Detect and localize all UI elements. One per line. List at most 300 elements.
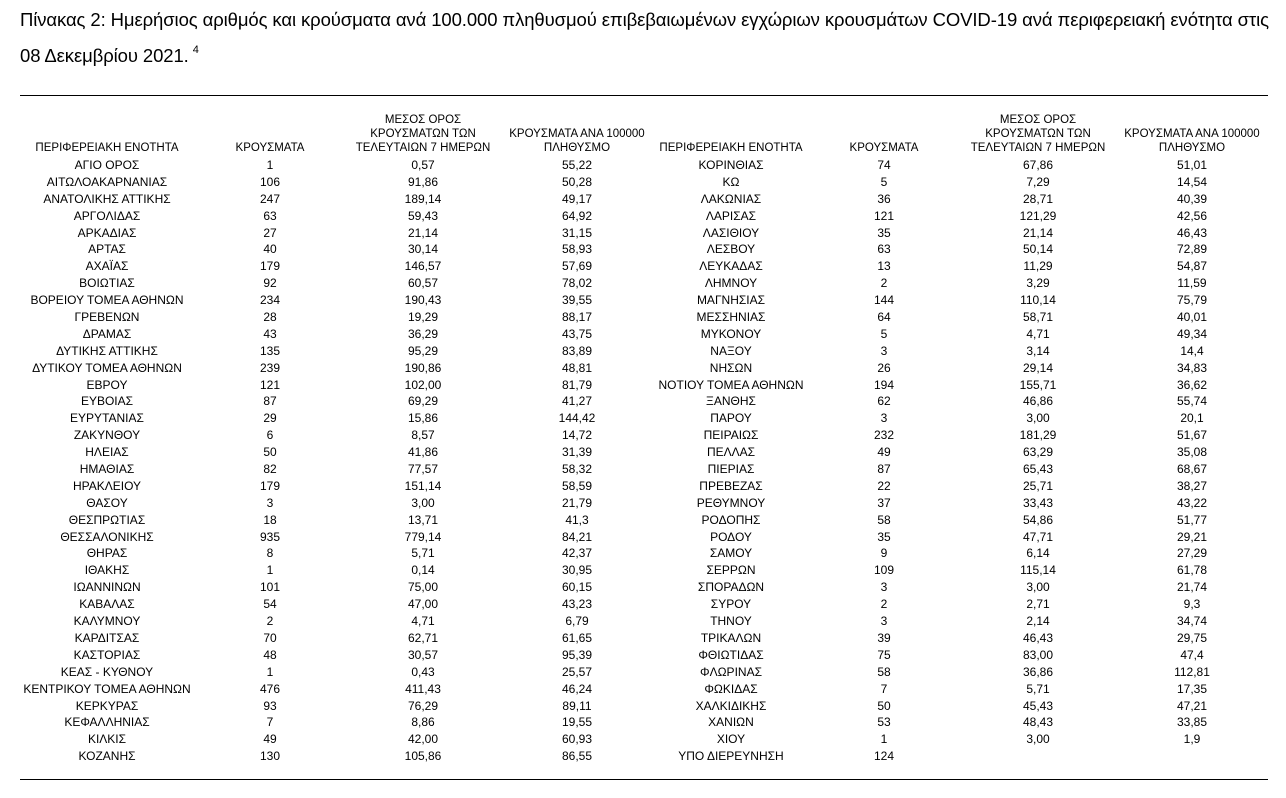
header-line: ΚΡΟΥΣΜΑΤΑ ΑΝΑ 100000 [1124,128,1260,140]
left-unit-name-cell: ΑΡΤΑΣ [88,242,126,257]
left-cases-cell: 93 [263,698,277,713]
right-avg-7day-cell: 3,00 [1026,732,1050,747]
left-avg-7day-cell: 95,29 [407,343,439,358]
left-per-100k-cell: 31,39 [561,445,593,460]
right-avg-7day-cell: 2,71 [1026,597,1050,612]
left-avg-7day-cell: 0,57 [411,158,435,172]
left-cases-cell: 1 [266,158,274,172]
right-cases-cell: 35 [877,529,891,544]
header-line: ΠΛΗΘΥΣΜΟ [543,142,611,154]
left-unit-name-cell: ΓΡΕΒΕΝΩΝ [74,310,140,325]
left-unit-name-cell: ΚΑΣΤΟΡΙΑΣ [73,647,141,662]
right-per-100k-cell: 34,74 [1176,614,1208,629]
left-unit-name-cell: ΚΑΒΑΛΑΣ [79,597,135,612]
left-per-100k-cell: 84,21 [561,529,593,544]
right-cases-cell: 37 [877,495,891,510]
right-per-100k-cell: 14,4 [1180,343,1204,358]
right-unit-name-cell: ΦΛΩΡΙΝΑΣ [700,664,762,679]
right-per-100k-cell: 51,77 [1176,512,1208,527]
left-unit-name-cell: ΕΥΒΟΙΑΣ [80,394,134,409]
right-cases-cell: 39 [877,630,891,645]
left-unit-name-cell: ΑΓΙΟ ΟΡΟΣ [74,158,140,172]
left-per-100k-cell: 58,59 [561,478,593,493]
left-unit-name-cell: ΒΟΙΩΤΙΑΣ [79,276,135,291]
left-unit-name-cell: ΑΡΚΑΔΙΑΣ [77,225,137,240]
left-cases-cell: 135 [259,343,281,358]
table-row [20,326,1268,343]
right-unit-name-cell: ΧΑΝΙΩΝ [708,715,754,730]
table-row [20,698,1268,715]
right-cases-cell: 63 [877,242,891,257]
right-per-100k-cell: 33,85 [1176,715,1208,730]
right-per-100k-cell: 42,56 [1176,208,1208,223]
right-cases-cell: 124 [873,749,895,764]
left-avg-7day-cell: 0,43 [411,664,435,679]
left-per-100k-cell: 43,23 [561,597,593,612]
right-unit-name-cell: ΜΕΣΣΗΝΙΑΣ [696,310,766,325]
left-cases-cell: 130 [259,749,281,764]
table-row [20,613,1268,630]
left-per-100k-cell: 31,15 [561,225,593,240]
left-cases-cell: 70 [263,630,277,645]
right-cases-cell: 9 [880,546,888,561]
left-cases-cell: 7 [266,715,274,730]
right-per-100k-cell: 51,01 [1176,158,1208,172]
right-unit-name-cell: ΛΕΥΚΑΔΑΣ [699,259,763,274]
header-line: ΠΛΗΘΥΣΜΟ [1158,142,1226,154]
right-unit-name-cell: ΛΑΚΩΝΙΑΣ [700,191,762,206]
right-cases-cell: 121 [873,208,895,223]
left-unit-name-cell: ΑΝΑΤΟΛΙΚΗΣ ΑΤΤΙΚΗΣ [43,191,171,206]
right-cases-cell: 109 [873,563,895,578]
right-per-100k-cell: 35,08 [1176,445,1208,460]
right-unit-name-cell: ΧΙΟΥ [716,732,746,747]
left-per-100k-cell: 57,69 [561,259,593,274]
left-unit-name-cell: ΗΛΕΙΑΣ [85,445,129,460]
left-per-100k-cell: 89,11 [562,698,592,713]
left-per-100k-cell: 14,72 [561,428,593,443]
table-row [20,360,1268,377]
right-per-100k-cell: 55,74 [1176,394,1208,409]
table-row [20,208,1268,225]
right-cases-cell: 144 [873,293,895,308]
right-per-100k-cell: 46,43 [1176,225,1208,240]
table-row [20,275,1268,292]
left-per-100k-cell: 144,42 [558,411,596,426]
right-avg-7day-cell: 2,14 [1026,614,1050,629]
left-per-100k-cell: 81,79 [561,377,593,392]
right-cases-cell: 53 [877,715,891,730]
right-cases-cell: 194 [873,377,895,392]
left-avg-7day-cell: 151,14 [404,478,442,493]
left-avg-7day-cell: 190,43 [404,293,442,308]
right-unit-name-cell: ΝΟΤΙΟΥ ΤΟΜΕΑ ΑΘΗΝΩΝ [658,377,804,392]
left-cases-cell: 179 [259,259,281,274]
right-cases-cell: 3 [880,614,888,629]
right-avg-7day-cell: 5,71 [1026,681,1050,696]
right-cases-cell: 75 [877,647,891,662]
left-cases-cell: 18 [263,512,277,527]
left-unit-name-cell: ΚΕΡΚΥΡΑΣ [75,698,139,713]
header-right-unit [636,107,826,155]
left-cases-cell: 179 [259,478,281,493]
left-avg-7day-cell: 41,86 [407,445,439,460]
right-unit-name-cell: ΠΕΛΛΑΣ [706,445,756,460]
right-per-100k-cell: 1,9 [1183,732,1201,747]
right-cases-cell: 62 [877,394,891,409]
left-unit-name-cell: ΖΑΚΥΝΘΟΥ [73,428,141,443]
left-per-100k-cell: 25,57 [561,664,593,679]
left-per-100k-cell: 55,22 [561,158,593,172]
header-line: ΜΕΣΟΣ ΟΡΟΣ [999,114,1077,126]
left-avg-7day-cell: 146,57 [404,259,442,274]
header-left-per100k [497,107,657,155]
left-avg-7day-cell: 189,14 [404,191,442,206]
right-cases-cell: 87 [877,462,891,477]
table-row [20,393,1268,410]
right-cases-cell: 2 [880,276,888,291]
left-per-100k-cell: 46,24 [561,681,593,696]
right-per-100k-cell: 47,21 [1176,698,1208,713]
left-avg-7day-cell: 77,57 [407,462,439,477]
table-body [20,157,1268,765]
right-unit-name-cell: ΦΩΚΙΔΑΣ [704,681,758,696]
left-cases-cell: 476 [259,681,281,696]
right-unit-name-cell: ΣΥΡΟΥ [710,597,752,612]
right-unit-name-cell: ΡΟΔΟΠΗΣ [701,512,761,527]
left-cases-cell: 2 [266,614,274,629]
right-unit-name-cell: ΛΕΣΒΟΥ [706,242,756,257]
right-unit-name-cell: ΤΗΝΟΥ [710,614,752,629]
left-avg-7day-cell: 779,14 [404,529,442,544]
right-cases-cell: 7 [880,681,888,696]
left-avg-7day-cell: 8,86 [411,715,435,730]
left-unit-name-cell: ΘΕΣΣΑΛΟΝΙΚΗΣ [60,529,154,544]
left-avg-7day-cell: 102,00 [404,377,442,392]
right-per-100k-cell: 75,79 [1176,293,1208,308]
left-avg-7day-cell: 76,29 [407,698,439,713]
left-unit-name-cell: ΑΡΓΟΛΙΔΑΣ [73,208,141,223]
right-avg-7day-cell: 110,14 [1020,293,1056,308]
header-line: ΚΡΟΥΣΜΑΤΑ ΑΝΑ 100000 [509,128,645,140]
right-avg-7day-cell: 121,29 [1019,208,1057,223]
left-cases-cell: 6 [266,428,274,443]
right-per-100k-cell: 51,67 [1176,428,1208,443]
right-unit-name-cell: ΡΕΘΥΜΝΟΥ [696,495,766,510]
left-cases-cell: 1 [266,664,274,679]
right-per-100k-cell: 17,35 [1176,681,1208,696]
left-cases-cell: 29 [263,411,277,426]
right-avg-7day-cell: 155,71 [1019,377,1057,392]
left-avg-7day-cell: 411,43 [405,681,441,696]
table-row [20,444,1268,461]
table-row [20,191,1268,208]
left-cases-cell: 935 [259,529,281,544]
left-avg-7day-cell: 13,71 [407,512,439,527]
left-unit-name-cell: ΒΟΡΕΙΟΥ ΤΟΜΕΑ ΑΘΗΝΩΝ [30,293,184,308]
right-cases-cell: 50 [877,698,891,713]
left-avg-7day-cell: 105,86 [404,749,442,764]
table-row [20,681,1268,698]
right-per-100k-cell: 36,62 [1176,377,1208,392]
left-per-100k-cell: 21,79 [561,495,593,510]
table-row [20,647,1268,664]
table-row [20,512,1268,529]
header-line: ΚΡΟΥΣΜΑΤΑ [849,142,919,154]
table-row [20,478,1268,495]
right-cases-cell: 3 [880,411,888,426]
right-avg-7day-cell: 29,14 [1022,360,1054,375]
right-per-100k-cell: 43,22 [1176,495,1208,510]
right-cases-cell: 74 [877,158,891,172]
right-avg-7day-cell: 54,86 [1022,512,1054,527]
header-line: ΠΕΡΙΦΕΡΕΙΑΚΗ ΕΝΟΤΗΤΑ [659,142,803,154]
left-per-100k-cell: 86,55 [561,749,593,764]
left-per-100k-cell: 50,28 [561,174,593,189]
left-avg-7day-cell: 3,00 [411,495,435,510]
left-cases-cell: 50 [263,445,277,460]
right-cases-cell: 58 [877,664,891,679]
left-unit-name-cell: ΕΥΡΥΤΑΝΙΑΣ [70,411,144,426]
left-unit-name-cell: ΙΘΑΚΗΣ [84,563,130,578]
right-per-100k-cell: 49,34 [1176,326,1208,341]
left-per-100k-cell: 64,92 [561,208,593,223]
right-unit-name-cell: ΥΠΟ ΔΙΕΡΕΥΝΗΣΗ [678,749,784,764]
right-avg-7day-cell: 47,71 [1022,529,1054,544]
left-per-100k-cell: 49,17 [561,191,593,206]
right-avg-7day-cell: 25,71 [1022,478,1054,493]
right-avg-7day-cell: 28,71 [1022,191,1054,206]
left-per-100k-cell: 88,17 [561,310,593,325]
left-avg-7day-cell: 47,00 [407,597,439,612]
left-per-100k-cell: 61,65 [561,630,593,645]
left-per-100k-cell: 42,37 [561,546,593,561]
left-cases-cell: 1 [266,563,274,578]
right-per-100k-cell: 27,29 [1176,546,1208,561]
left-unit-name-cell: ΘΕΣΠΡΩΤΙΑΣ [68,512,146,527]
left-cases-cell: 106 [259,174,281,189]
right-cases-cell: 3 [880,343,888,358]
right-unit-name-cell: ΛΑΣΙΘΙΟΥ [702,225,760,240]
table-row [20,410,1268,427]
right-avg-7day-cell: 3,14 [1026,343,1050,358]
right-cases-cell: 36 [877,191,891,206]
left-unit-name-cell: ΕΒΡΟΥ [86,377,128,392]
table-row [20,731,1268,748]
right-per-100k-cell: 112,81 [1174,664,1210,679]
right-avg-7day-cell: 48,43 [1022,715,1054,730]
left-per-100k-cell: 60,93 [561,732,593,747]
right-unit-name-cell: ΠΡΕΒΕΖΑΣ [699,478,763,493]
left-unit-name-cell: ΚΕΝΤΡΙΚΟΥ ΤΟΜΕΑ ΑΘΗΝΩΝ [23,681,191,696]
header-line: ΠΕΡΙΦΕΡΕΙΑΚΗ ΕΝΟΤΗΤΑ [35,142,179,154]
left-per-100k-cell: 30,95 [561,563,593,578]
right-avg-7day-cell: 63,29 [1022,445,1054,460]
right-avg-7day-cell: 36,86 [1022,664,1054,679]
left-per-100k-cell: 41,27 [561,394,593,409]
table-caption [20,4,1282,71]
right-avg-7day-cell: 6,14 [1026,546,1050,561]
table-row [20,579,1268,596]
right-per-100k-cell: 14,54 [1176,174,1208,189]
left-avg-7day-cell: 69,29 [407,394,439,409]
footnote-marker: 4 [192,44,199,56]
table-row [20,562,1268,579]
left-avg-7day-cell: 36,29 [407,326,439,341]
left-avg-7day-cell: 8,57 [411,428,435,443]
right-avg-7day-cell: 46,86 [1022,394,1054,409]
right-per-100k-cell: 40,01 [1176,310,1208,325]
header-line: ΚΡΟΥΣΜΑΤΩΝ ΤΩΝ [370,128,476,140]
left-cases-cell: 121 [259,377,281,392]
right-unit-name-cell: ΤΡΙΚΑΛΩΝ [700,630,762,645]
left-avg-7day-cell: 91,86 [407,174,439,189]
header-line: ΜΕΣΟΣ ΟΡΟΣ [384,114,462,126]
right-per-100k-cell: 29,75 [1176,630,1208,645]
right-per-100k-cell: 21,74 [1176,580,1208,595]
right-cases-cell: 13 [877,259,891,274]
header-left-unit [12,107,202,155]
right-per-100k-cell: 38,27 [1176,478,1208,493]
table-row [20,225,1268,242]
left-per-100k-cell: 19,55 [561,715,593,730]
table-row [20,241,1268,258]
left-cases-cell: 8 [266,546,274,561]
left-avg-7day-cell: 60,57 [407,276,439,291]
right-avg-7day-cell: 58,71 [1022,310,1054,325]
table-row [20,596,1268,613]
left-avg-7day-cell: 59,43 [407,208,439,223]
table-row [20,343,1268,360]
left-unit-name-cell: ΚΑΛΥΜΝΟΥ [73,614,141,629]
left-per-100k-cell: 39,55 [561,293,593,308]
table-row [20,309,1268,326]
right-unit-name-cell: ΛΗΜΝΟΥ [704,276,758,291]
left-cases-cell: 48 [263,647,277,662]
right-avg-7day-cell: 115,14 [1020,563,1056,578]
left-cases-cell: 54 [263,597,277,612]
left-avg-7day-cell: 75,00 [407,580,439,595]
table-row [20,529,1268,546]
left-unit-name-cell: ΚΕΑΣ - ΚΥΘΝΟΥ [60,664,154,679]
right-unit-name-cell: ΜΥΚΟΝΟΥ [700,326,762,341]
left-avg-7day-cell: 21,14 [407,225,439,240]
right-unit-name-cell: ΠΕΙΡΑΙΩΣ [703,428,759,443]
left-per-100k-cell: 43,75 [561,326,593,341]
table-row [20,545,1268,562]
left-unit-name-cell: ΑΙΤΩΛΟΑΚΑΡΝΑΝΙΑΣ [46,174,168,189]
right-avg-7day-cell: 4,71 [1026,326,1050,341]
left-unit-name-cell: ΗΡΑΚΛΕΙΟΥ [72,478,142,493]
right-avg-7day-cell: 3,00 [1026,580,1050,595]
table-row [20,292,1268,309]
right-avg-7day-cell: 50,14 [1022,242,1054,257]
table-row [20,714,1268,731]
header-right-cases [839,107,929,155]
right-avg-7day-cell: 33,43 [1022,495,1054,510]
right-cases-cell: 64 [877,310,891,325]
right-unit-name-cell: ΛΑΡΙΣΑΣ [705,208,757,223]
right-per-100k-cell: 68,67 [1176,462,1208,477]
left-cases-cell: 87 [263,394,277,409]
left-avg-7day-cell: 30,14 [407,242,439,257]
left-unit-name-cell: ΚΙΛΚΙΣ [87,732,127,747]
right-per-100k-cell: 29,21 [1176,529,1208,544]
left-per-100k-cell: 6,79 [565,614,589,629]
left-avg-7day-cell: 0,14 [411,563,435,578]
left-cases-cell: 27 [263,225,277,240]
left-cases-cell: 43 [263,326,277,341]
left-avg-7day-cell: 62,71 [407,630,439,645]
right-cases-cell: 5 [880,174,888,189]
right-unit-name-cell: ΡΟΔΟΥ [710,529,752,544]
header-line: ΚΡΟΥΣΜΑΤΩΝ ΤΩΝ [985,128,1091,140]
table-row [20,427,1268,444]
table-bottom-rule [20,779,1268,780]
right-avg-7day-cell: 65,43 [1022,462,1054,477]
left-avg-7day-cell: 4,71 [411,614,435,629]
header-left-cases [225,107,315,155]
table-row [20,258,1268,275]
left-per-100k-cell: 58,32 [561,462,593,477]
right-unit-name-cell: ΝΗΣΩΝ [709,360,753,375]
left-cases-cell: 82 [263,462,277,477]
right-cases-cell: 1 [880,732,888,747]
right-cases-cell: 5 [880,326,888,341]
left-unit-name-cell: ΚΕΦΑΛΛΗΝΙΑΣ [64,715,150,730]
right-unit-name-cell: ΚΩ [722,174,740,189]
right-per-100k-cell: 20,1 [1180,411,1204,426]
left-cases-cell: 3 [266,495,274,510]
left-cases-cell: 40 [263,242,277,257]
caption-text: Πίνακας 2: Ημερήσιος αριθμός και κρούσματα ανά 100.000 πληθυσμού επιβεβαιωμένων εγχώριων κρουσμάτων COVID-19 ανά περιφερειακή ενότητα στις 08 Δεκεμβρίου 2021. [20,9,1269,66]
left-per-100k-cell: 60,15 [561,580,593,595]
header-line: ΤΕΛΕΥΤΑΙΩΝ 7 ΗΜΕΡΩΝ [355,142,491,154]
left-unit-name-cell: ΚΟΖΑΝΗΣ [78,749,136,764]
right-avg-7day-cell: 3,00 [1026,411,1050,426]
right-unit-name-cell: ΣΑΜΟΥ [709,546,753,561]
left-per-100k-cell: 83,89 [561,343,593,358]
right-cases-cell: 49 [877,445,891,460]
left-per-100k-cell: 78,02 [561,276,593,291]
left-cases-cell: 49 [263,732,277,747]
left-unit-name-cell: ΘΗΡΑΣ [86,546,128,561]
left-avg-7day-cell: 15,86 [407,411,439,426]
header-right-per100k [1112,107,1272,155]
right-avg-7day-cell: 46,43 [1022,630,1054,645]
left-avg-7day-cell: 190,86 [404,360,442,375]
right-per-100k-cell: 54,87 [1176,259,1208,274]
right-unit-name-cell: ΚΟΡΙΝΘΙΑΣ [698,158,764,172]
left-cases-cell: 28 [263,310,277,325]
right-avg-7day-cell: 181,29 [1019,428,1057,443]
right-avg-7day-cell: 3,29 [1026,276,1050,291]
left-cases-cell: 239 [259,360,281,375]
left-avg-7day-cell: 5,71 [411,546,435,561]
right-unit-name-cell: ΝΑΞΟΥ [710,343,752,358]
left-cases-cell: 101 [259,580,281,595]
right-cases-cell: 58 [877,512,891,527]
right-unit-name-cell: ΧΑΛΚΙΔΙΚΗΣ [695,698,767,713]
left-cases-cell: 92 [263,276,277,291]
left-avg-7day-cell: 30,57 [407,647,439,662]
left-unit-name-cell: ΚΑΡΔΙΤΣΑΣ [74,630,140,645]
left-per-100k-cell: 95,39 [561,647,593,662]
left-cases-cell: 234 [259,293,281,308]
right-unit-name-cell: ΣΕΡΡΩΝ [706,563,756,578]
right-avg-7day-cell: 45,43 [1022,698,1054,713]
table-top-rule [20,95,1268,96]
